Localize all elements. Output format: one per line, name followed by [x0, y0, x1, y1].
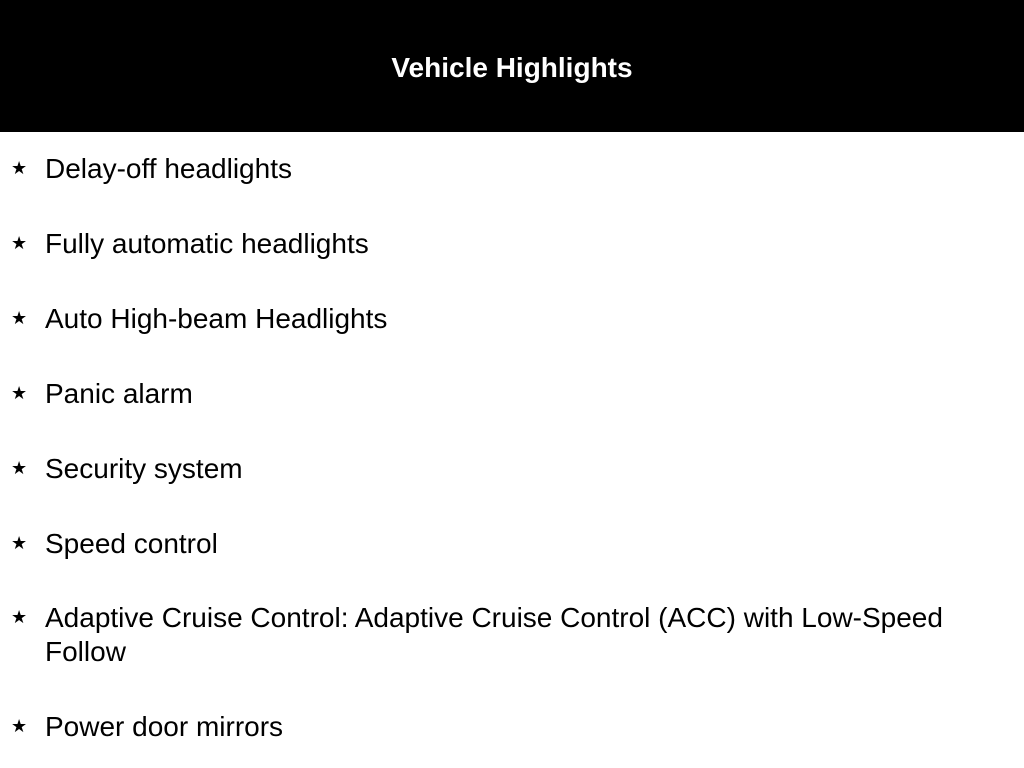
star-bullet-icon: ★ [11, 716, 28, 737]
star-bullet-icon: ★ [11, 233, 28, 254]
star-bullet-icon: ★ [11, 308, 28, 329]
page-title: Vehicle Highlights [391, 52, 633, 83]
list-item-text: Auto High-beam Headlights [45, 303, 388, 334]
list-item-text: Security system [45, 453, 243, 484]
list-item-text: Panic alarm [45, 378, 193, 409]
header-bar [0, 0, 1024, 132]
star-bullet-icon: ★ [11, 383, 28, 404]
star-bullet-icon: ★ [11, 607, 28, 628]
star-bullet-icon: ★ [11, 158, 28, 179]
list-item-text: Adaptive Cruise Control: Adaptive Cruise Control (ACC) with Low-Speed Follow [45, 602, 943, 667]
star-bullet-icon: ★ [11, 458, 28, 479]
list-item-text: Delay-off headlights [45, 153, 292, 184]
list-item-text: Power door mirrors [45, 711, 284, 742]
list-item-text: Fully automatic headlights [45, 228, 369, 259]
list-item-text: Speed control [45, 528, 218, 559]
star-bullet-icon: ★ [11, 533, 28, 554]
